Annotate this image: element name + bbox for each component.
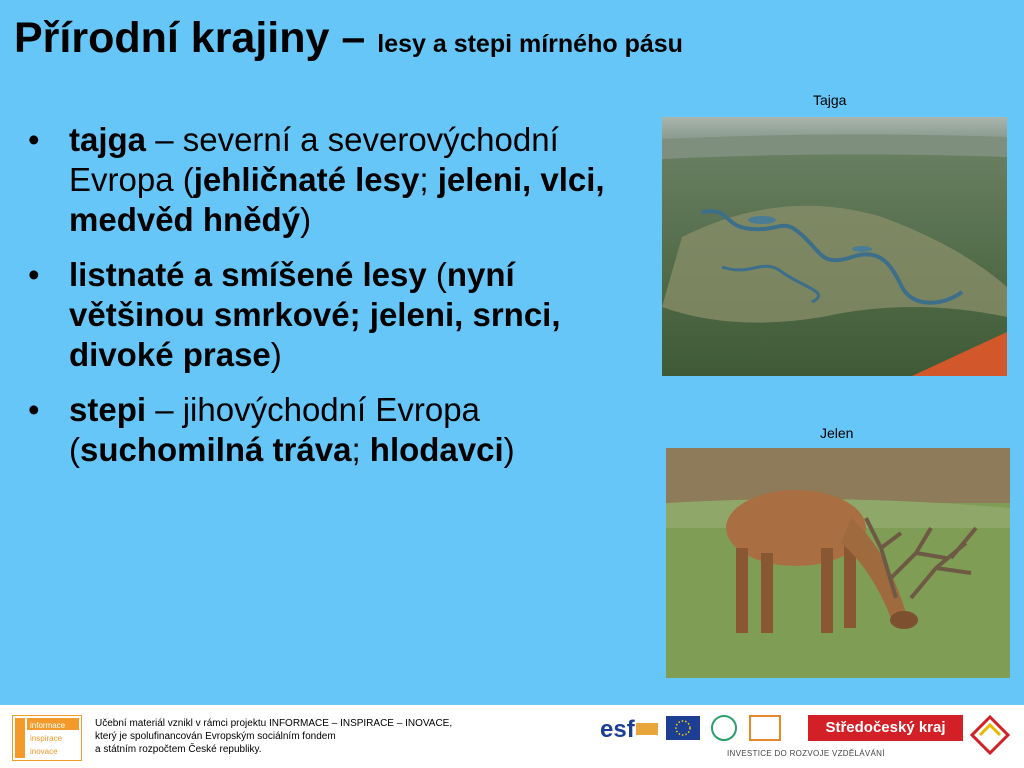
bullet-term: tajga [69, 121, 147, 158]
bullet-text-2: ; [419, 161, 438, 198]
bullet-text-3: ) [300, 201, 312, 238]
title-separator: – [329, 14, 378, 62]
title-main: Přírodní krajiny [14, 14, 330, 62]
slide-title [14, 14, 683, 63]
bullet-text: – jihovýchodní Evropa ( [69, 391, 480, 468]
logo-line-3: inovace [30, 747, 58, 756]
caption-deer: Jelen [820, 425, 854, 441]
bullet-bold-2: nyní většinou smrkové; jeleni, srnci, divoké prase [69, 256, 561, 373]
bullet-text-3: ) [503, 431, 515, 468]
investice-label: INVESTICE DO ROZVOJE VZDĚLÁVÁNÍ [727, 749, 885, 758]
footer-text [95, 717, 452, 756]
footer-line-1: Učební materiál vznikl v rámci projektu INFORMACE – INSPIRACE – INOVACE, [95, 718, 453, 729]
jesenice-logo [968, 713, 1012, 757]
informace-logo [12, 715, 82, 761]
footer [0, 705, 1024, 768]
title-subtitle: lesy a stepi mírného pásu [377, 30, 683, 58]
bullet-term: stepi [69, 391, 147, 428]
footer-line-2: který je spolufinancován Evropským sociálním fondem [95, 731, 336, 742]
bullet-dot: • [28, 256, 40, 293]
esf-logo: esf [600, 716, 635, 743]
caption-taiga: Tajga [813, 92, 847, 108]
bullet-term: listnaté a smíšené lesy [69, 256, 427, 293]
bullet-list [28, 120, 648, 485]
bullet-text-2: ; [351, 431, 370, 468]
bullet-text: ( [426, 256, 447, 293]
bullet-taiga [28, 120, 648, 240]
bullet-bold-3: hlodavci [369, 431, 504, 468]
taiga-photo [662, 117, 1007, 376]
eu-logos-strip [600, 713, 805, 743]
bullet-bold-2: suchomilná tráva [80, 431, 352, 468]
logo-line-2: inspirace [30, 734, 63, 743]
bullet-text: – severní a severovýchodní Evropa ( [69, 121, 559, 198]
bullet-forests [28, 255, 648, 375]
bullet-dot: • [28, 391, 40, 428]
logo-line-1: informace [30, 721, 66, 730]
bullet-dot: • [28, 121, 40, 158]
stredocesky-kraj-logo: Středočeský kraj [808, 715, 963, 741]
bullet-bold-2: jehličnaté lesy [193, 161, 420, 198]
bullet-steppe [28, 390, 648, 470]
bullet-text-2: ) [270, 336, 282, 373]
deer-photo [666, 448, 1010, 678]
bullet-bold-3: jeleni, vlci, medvěd hnědý [69, 161, 605, 238]
footer-line-3: a státním rozpočtem České republiky. [95, 744, 262, 755]
